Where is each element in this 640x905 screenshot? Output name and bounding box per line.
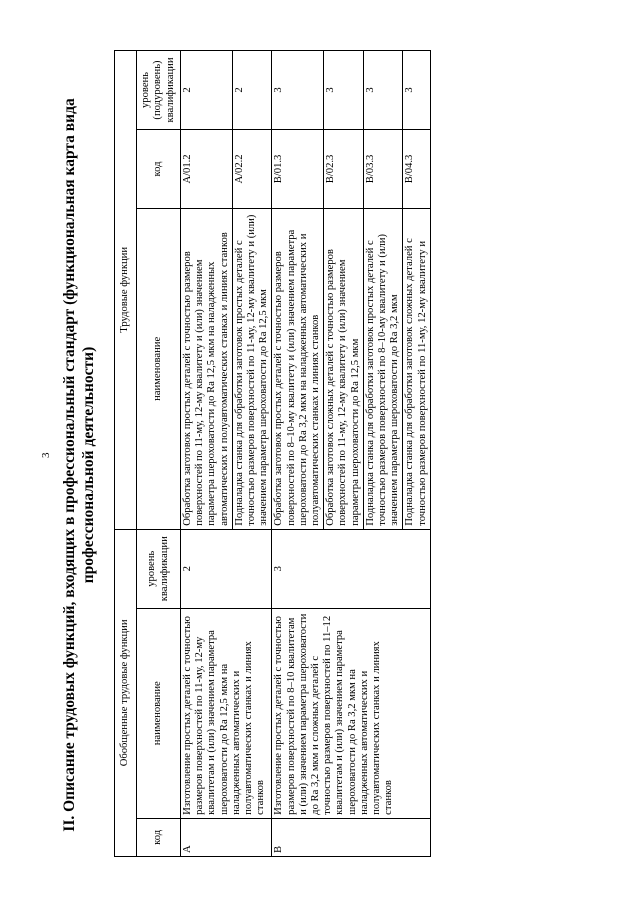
page-number: 3 [40, 452, 52, 458]
title-line-2: профессиональной деятельности) [80, 346, 97, 584]
f-code-cell: A/02.2 [232, 129, 272, 208]
f-level-cell: 3 [272, 51, 324, 130]
table-row [272, 51, 324, 857]
g-code-cell: B [272, 818, 430, 856]
f-level-cell: 3 [324, 51, 364, 130]
f-name-cell: Подналадка станка для обработки заготовок сложных деталей с точностью размеров поверхностей по 11-му, 12-му квалитету и [403, 208, 430, 529]
header-f-level: уровень (подуровень) квалификации [137, 51, 181, 130]
header-f-code: код [137, 129, 181, 208]
functional-map-table [114, 50, 431, 857]
page-title [60, 65, 98, 865]
f-name-cell: Обработка заготовок простых деталей с точностью размеров поверхностей по 11-му, 12-му квалитету и (или) значением параметра шероховатости до Ra 12,5 мкм на наладженных автоматических и полуавтоматических станках и линиях станков [181, 208, 233, 529]
f-name-cell: Подналадка станка для обработки заготовок простых деталей с точностью размеров поверхностей по 8–10-му квалитету и (или) значением параметра шероховатости до Ra 3,2 мкм [363, 208, 403, 529]
g-name-cell: Изготовление простых деталей с точностью размеров поверхностей по 11-му, 12-му квалитетам и (или) значением параметра шероховатости до Ra 12,5 мкм на наладженных автоматических и полуавтоматических станках и линиях станков [181, 608, 272, 818]
f-level-cell: 3 [363, 51, 403, 130]
header-generalized: Обобщенные трудовые функции [115, 529, 137, 856]
f-code-cell: B/01.3 [272, 129, 324, 208]
f-code-cell: B/04.3 [403, 129, 430, 208]
table-row [181, 51, 233, 857]
f-level-cell: 2 [232, 51, 272, 130]
g-code-cell: A [181, 818, 272, 856]
g-name-cell: Изготовление простых деталей с точностью размеров поверхностей по 8–10 квалитетам и (или) значением параметра шероховатости до Ra 3,2 мкм и сложных деталей с точностью размеров поверхностей по 11–12 квалитетам и (или) значением параметра шероховатости до Ra 3,2 мкм на наладженных автоматических и полуавтоматических станках и линиях станков [272, 608, 430, 818]
header-g-name: наименование [137, 608, 181, 818]
header-g-level: уровень квалификации [137, 529, 181, 608]
f-name-cell: Обработка заготовок простых деталей с точностью размеров поверхностей по 8–10-му квалитету и (или) значением параметра шероховатости до Ra 3,2 мкм на наладженных автоматических и полуавтоматических станках и линиях станков [272, 208, 324, 529]
f-level-cell: 3 [403, 51, 430, 130]
f-code-cell: A/01.2 [181, 129, 233, 208]
g-level-cell: 2 [181, 529, 272, 608]
f-code-cell: B/03.3 [363, 129, 403, 208]
header-g-code: код [137, 818, 181, 856]
f-level-cell: 2 [181, 51, 233, 130]
f-code-cell: B/02.3 [324, 129, 364, 208]
f-name-cell: Обработка заготовок сложных деталей с точностью размеров поверхностей по 11-му, 12-му квалитету и (или) значением параметра шероховатости до Ra 12,5 мкм [324, 208, 364, 529]
header-labor: Трудовые функции [115, 51, 137, 530]
title-line-1: II. Описание трудовых функций, входящих в профессиональный стандарт (функциональная карта вида [61, 98, 78, 832]
f-name-cell: Подналадка станка для обработки заготовок простых деталей с точностью размеров поверхностей по 11-му, 12-му квалитету и (или) значением параметра шероховатости до Ra 12,5 мкм [232, 208, 272, 529]
g-level-cell: 3 [272, 529, 430, 608]
header-f-name: наименование [137, 208, 181, 529]
